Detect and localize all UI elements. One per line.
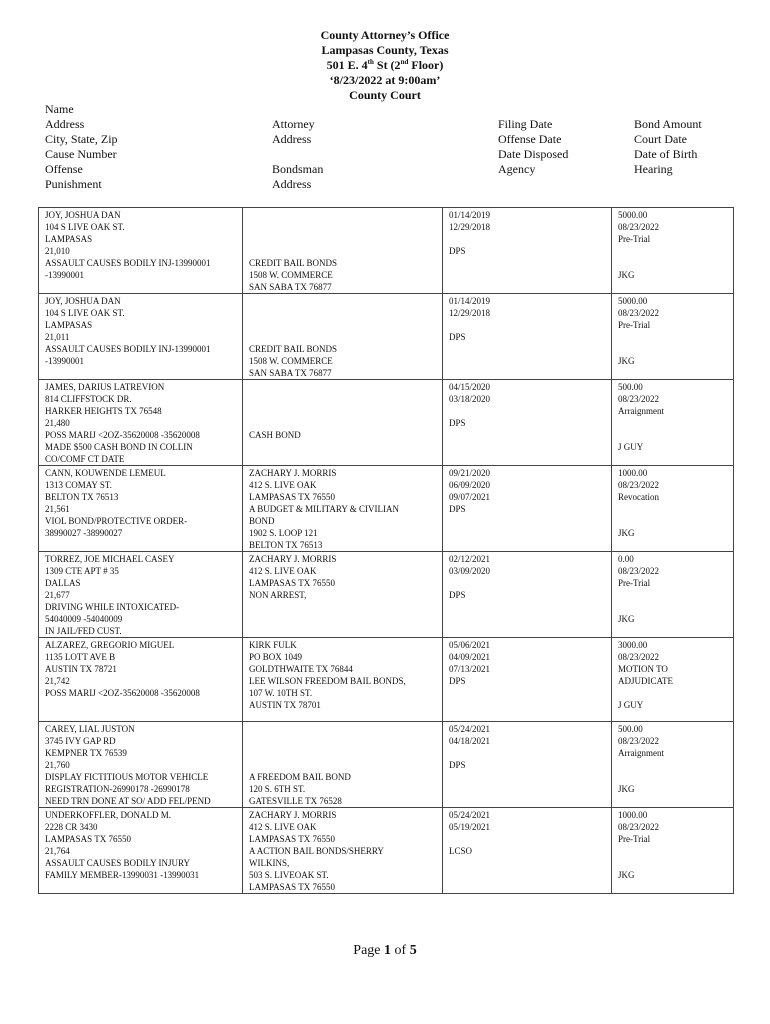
cell-line: MADE $500 CASH BOND IN COLLIN	[45, 442, 193, 452]
cell-line: IN JAIL/FED CUST.	[45, 626, 122, 636]
defendant-cell	[39, 722, 243, 808]
cell-line	[449, 747, 606, 759]
county-name: Lampasas County, Texas	[321, 43, 449, 57]
cell-line: DPS	[449, 246, 466, 256]
cell-line: Pre-Trial	[618, 578, 651, 588]
cell-line: ZACHARY J. MORRIS	[249, 810, 337, 820]
cell-line: 03/18/2020	[449, 394, 491, 404]
cell-line	[249, 307, 437, 319]
cell-line: 21,764	[45, 846, 70, 856]
cell-line: ALZAREZ, GREGORIO MIGUEL	[45, 640, 175, 650]
cell-line: 21,561	[45, 504, 70, 514]
cell-line	[249, 393, 437, 405]
office-address: 501 E. 4th St (2nd Floor)	[326, 58, 444, 72]
cell-line: 12/29/2018	[449, 308, 491, 318]
attorney-bondsman-cell	[243, 638, 443, 722]
cell-line: UNDERKOFFLER, DONALD M.	[45, 810, 172, 820]
cell-line: HARKER HEIGHTS TX 76548	[45, 406, 162, 416]
cell-line	[449, 319, 606, 331]
cell-line: CREDIT BAIL BONDS	[249, 258, 338, 268]
cell-line	[249, 319, 437, 331]
cell-line: 08/23/2022	[618, 652, 660, 662]
cell-line: 09/07/2021	[449, 492, 491, 502]
cell-line: 1508 W. COMMERCE	[249, 270, 333, 280]
cell-line: ZACHARY J. MORRIS	[249, 554, 337, 564]
cell-line: 05/19/2021	[449, 822, 491, 832]
cell-line: DPS	[449, 676, 466, 686]
defendant-cell	[39, 294, 243, 380]
cell-line: VIOL BOND/PROTECTIVE ORDER-	[45, 516, 188, 526]
cell-line	[449, 577, 606, 589]
cell-line	[249, 759, 437, 771]
attorney-bondsman-cell	[243, 380, 443, 466]
cell-line: DPS	[449, 504, 466, 514]
cell-line: DISPLAY FICTITIOUS MOTOR VEHICLE	[45, 772, 209, 782]
table-row	[39, 808, 734, 894]
cell-line: A ACTION BAIL BONDS/SHERRY	[249, 846, 384, 856]
cell-line: 38990027 -38990027	[45, 528, 123, 538]
cell-line: A BUDGET & MILITARY & CIVILIAN	[249, 504, 400, 514]
cell-line: 21,760	[45, 760, 70, 770]
cell-line: DRIVING WHILE INTOXICATED-	[45, 602, 180, 612]
cell-line	[618, 429, 728, 441]
cell-line: BELTON TX 76513	[45, 492, 119, 502]
cell-line	[249, 233, 437, 245]
cell-line: 08/23/2022	[618, 566, 660, 576]
cell-line: 08/23/2022	[618, 222, 660, 232]
bond-hearing-cell	[612, 638, 734, 722]
cell-line	[249, 405, 437, 417]
defendant-cell	[39, 552, 243, 638]
cell-line: 21,010	[45, 246, 70, 256]
dates-agency-cell	[443, 638, 612, 722]
court-name: County Court	[349, 88, 421, 102]
cell-line: DPS	[449, 332, 466, 342]
cell-line: MOTION TO	[618, 664, 668, 674]
cell-line: 08/23/2022	[618, 822, 660, 832]
cell-line: TORREZ, JOE MICHAEL CASEY	[45, 554, 175, 564]
cell-line: ZACHARY J. MORRIS	[249, 468, 337, 478]
cell-line: 2228 CR 3430	[45, 822, 98, 832]
bond-hearing-cell	[612, 722, 734, 808]
cell-line: 1000.00	[618, 468, 648, 478]
cell-line: 412 S. LIVE OAK	[249, 566, 317, 576]
cell-line: A FREEDOM BAIL BOND	[249, 772, 351, 782]
cell-line: 0.00	[618, 554, 634, 564]
dates-agency-cell	[443, 722, 612, 808]
cell-line: 3745 IVY GAP RD	[45, 736, 116, 746]
cell-line: ASSAULT CAUSES BODILY INJ-13990001	[45, 258, 211, 268]
cell-line: Revocation	[618, 492, 659, 502]
dates-agency-cell	[443, 208, 612, 294]
cell-line: J GUY	[618, 442, 644, 452]
cell-line: 01/14/2019	[449, 296, 491, 306]
defendant-cell	[39, 380, 243, 466]
cell-line: 05/24/2021	[449, 810, 491, 820]
cell-line: LAMPASAS	[45, 320, 93, 330]
bond-hearing-cell	[612, 552, 734, 638]
cell-line: LAMPASAS TX 76550	[249, 578, 336, 588]
cell-line: Pre-Trial	[618, 320, 651, 330]
column-header-attorney: Attorney Address Bondsman Address	[272, 117, 324, 191]
cell-line: JKG	[618, 614, 635, 624]
cell-line: 08/23/2022	[618, 308, 660, 318]
cell-line: WILKINS,	[249, 858, 290, 868]
table-row	[39, 552, 734, 638]
defendant-cell	[39, 466, 243, 552]
cell-line	[449, 833, 606, 845]
cell-line: DPS	[449, 418, 466, 428]
cell-line	[618, 589, 728, 601]
cell-line: Pre-Trial	[618, 834, 651, 844]
page-footer: Page 1 of 5	[353, 943, 417, 958]
cell-line: 04/15/2020	[449, 382, 491, 392]
cell-line: NON ARREST,	[249, 590, 307, 600]
cell-line: 503 S. LIVEOAK ST.	[249, 870, 329, 880]
table-row	[39, 380, 734, 466]
attorney-bondsman-cell	[243, 722, 443, 808]
cell-line: 54040009 -54040009	[45, 614, 123, 624]
attorney-bondsman-cell	[243, 552, 443, 638]
cell-line: 1313 COMAY ST.	[45, 480, 112, 490]
dates-agency-cell	[443, 466, 612, 552]
cell-line	[618, 759, 728, 771]
defendant-cell	[39, 208, 243, 294]
cell-line: -13990001	[45, 356, 84, 366]
cell-line	[249, 735, 437, 747]
cell-line: POSS MARIJ <2OZ-35620008 -35620008	[45, 688, 200, 698]
cell-line: LEE WILSON FREEDOM BAIL BONDS,	[249, 676, 406, 686]
cell-line: 104 S LIVE OAK ST.	[45, 222, 125, 232]
cell-line: 08/23/2022	[618, 394, 660, 404]
cell-line: JKG	[618, 784, 635, 794]
cell-line: AUSTIN TX 78721	[45, 664, 117, 674]
attorney-bondsman-cell	[243, 294, 443, 380]
cell-line: GOLDTHWAITE TX 76844	[249, 664, 353, 674]
cell-line: KIRK FULK	[249, 640, 297, 650]
cell-line: J GUY	[618, 700, 644, 710]
attorney-bondsman-cell	[243, 208, 443, 294]
cell-line: Pre-Trial	[618, 234, 651, 244]
docket-date: ‘8/23/2022 at 9:00am’	[329, 73, 441, 87]
cell-line: LCSO	[449, 846, 473, 856]
cell-line: POSS MARIJ <2OZ-35620008 -35620008	[45, 430, 200, 440]
cell-line: 1902 S. LOOP 121	[249, 528, 318, 538]
cell-line: 03/09/2020	[449, 566, 491, 576]
cell-line: 500.00	[618, 724, 643, 734]
cell-line: CREDIT BAIL BONDS	[249, 344, 338, 354]
bond-hearing-cell	[612, 208, 734, 294]
dates-agency-cell	[443, 294, 612, 380]
cell-line: 3000.00	[618, 640, 648, 650]
cell-line: 412 S. LIVE OAK	[249, 480, 317, 490]
cell-line: LAMPASAS TX 76550	[249, 882, 336, 892]
cell-line: 05/06/2021	[449, 640, 491, 650]
cell-line: 1309 CTE APT # 35	[45, 566, 119, 576]
cell-line: 1135 LOTT AVE B	[45, 652, 116, 662]
cell-line: KEMPNER TX 76539	[45, 748, 127, 758]
defendant-cell	[39, 638, 243, 722]
cell-line	[249, 209, 437, 221]
cell-line	[618, 417, 728, 429]
cell-line	[618, 845, 728, 857]
cell-line: 06/09/2020	[449, 480, 491, 490]
cell-line: JKG	[618, 528, 635, 538]
cell-line: SAN SABA TX 76877	[249, 282, 332, 292]
attorney-bondsman-cell	[243, 466, 443, 552]
cell-line: 21,742	[45, 676, 70, 686]
cell-line: 05/24/2021	[449, 724, 491, 734]
bond-hearing-cell	[612, 466, 734, 552]
cell-line	[618, 771, 728, 783]
docket-table	[38, 207, 734, 894]
cell-line	[249, 417, 437, 429]
table-row	[39, 208, 734, 294]
cell-line: 01/14/2019	[449, 210, 491, 220]
cell-line	[249, 723, 437, 735]
cell-line: 5000.00	[618, 296, 648, 306]
cell-line: GATESVILLE TX 76528	[249, 796, 342, 806]
cell-line	[618, 515, 728, 527]
cell-line: DALLAS	[45, 578, 81, 588]
cell-line: REGISTRATION-26990178 -26990178	[45, 784, 190, 794]
dates-agency-cell	[443, 552, 612, 638]
cell-line: Arraignment	[618, 748, 664, 758]
cell-line: DPS	[449, 590, 466, 600]
cell-line	[249, 747, 437, 759]
cell-line: ASSAULT CAUSES BODILY INJURY	[45, 858, 191, 868]
cell-line: 120 S. 6TH ST.	[249, 784, 306, 794]
document-header	[0, 28, 770, 103]
cell-line	[249, 295, 437, 307]
cell-line	[618, 857, 728, 869]
cell-line	[618, 503, 728, 515]
cell-line: 07/13/2021	[449, 664, 491, 674]
cell-line	[618, 331, 728, 343]
cell-line: LAMPASAS TX 76550	[45, 834, 132, 844]
cell-line: 814 CLIFFSTOCK DR.	[45, 394, 132, 404]
cell-line: JOY, JOSHUA DAN	[45, 210, 121, 220]
office-title: County Attorney’s Office	[320, 28, 450, 42]
cell-line	[618, 245, 728, 257]
column-header-dates: Filing Date Offense Date Date Disposed Agency	[498, 117, 569, 176]
cell-line: 1000.00	[618, 810, 648, 820]
cell-line	[249, 221, 437, 233]
cell-line: CO/COMF CT DATE	[45, 454, 125, 464]
cell-line: BOND	[249, 516, 275, 526]
cell-line: 21,677	[45, 590, 70, 600]
cell-line	[618, 343, 728, 355]
cell-line: 1508 W. COMMERCE	[249, 356, 333, 366]
cell-line: ADJUDICATE	[618, 676, 673, 686]
cell-line	[249, 381, 437, 393]
column-header-defendant: Name Address City, State, Zip Cause Number Offense Punishment	[45, 102, 118, 191]
cell-line: 04/09/2021	[449, 652, 491, 662]
table-row	[39, 294, 734, 380]
bond-hearing-cell	[612, 380, 734, 466]
cell-line: 5000.00	[618, 210, 648, 220]
cell-line: SAN SABA TX 76877	[249, 368, 332, 378]
cell-line: -13990001	[45, 270, 84, 280]
cell-line: 412 S. LIVE OAK	[249, 822, 317, 832]
cell-line: JKG	[618, 356, 635, 366]
cell-line: CANN, KOUWENDE LEMEUL	[45, 468, 166, 478]
table-row	[39, 722, 734, 808]
cell-line: DPS	[449, 760, 466, 770]
cell-line: 21,011	[45, 332, 70, 342]
cell-line	[618, 257, 728, 269]
column-header-bond: Bond Amount Court Date Date of Birth Hearing	[634, 117, 702, 176]
cell-line: 08/23/2022	[618, 736, 660, 746]
defendant-cell	[39, 808, 243, 894]
cell-line: 04/18/2021	[449, 736, 491, 746]
cell-line: JKG	[618, 270, 635, 280]
cell-line: LAMPASAS TX 76550	[249, 834, 336, 844]
cell-line: 21,480	[45, 418, 70, 428]
attorney-bondsman-cell	[243, 808, 443, 894]
dates-agency-cell	[443, 380, 612, 466]
cell-line: PO BOX 1049	[249, 652, 303, 662]
docket-table-body	[39, 208, 734, 894]
cell-line	[449, 233, 606, 245]
cell-line: 107 W. 10TH ST.	[249, 688, 313, 698]
cell-line: 08/23/2022	[618, 480, 660, 490]
cell-line	[249, 331, 437, 343]
cell-line: ASSAULT CAUSES BODILY INJ-13990001	[45, 344, 211, 354]
cell-line: JKG	[618, 870, 635, 880]
cell-line: 12/29/2018	[449, 222, 491, 232]
cell-line	[249, 245, 437, 257]
cell-line: CAREY, LIAL JUSTON	[45, 724, 135, 734]
cell-line	[618, 687, 728, 699]
bond-hearing-cell	[612, 294, 734, 380]
cell-line: 104 S LIVE OAK ST.	[45, 308, 125, 318]
cell-line: FAMILY MEMBER-13990031 -13990031	[45, 870, 200, 880]
cell-line: BELTON TX 76513	[249, 540, 323, 550]
table-row	[39, 466, 734, 552]
cell-line: NEED TRN DONE AT SO/ ADD FEL/PEND	[45, 796, 211, 806]
cell-line: LAMPASAS TX 76550	[249, 492, 336, 502]
cell-line: JOY, JOSHUA DAN	[45, 296, 121, 306]
cell-line: Arraignment	[618, 406, 664, 416]
bond-hearing-cell	[612, 808, 734, 894]
cell-line: CASH BOND	[249, 430, 301, 440]
cell-line: 09/21/2020	[449, 468, 491, 478]
dates-agency-cell	[443, 808, 612, 894]
cell-line: 02/12/2021	[449, 554, 491, 564]
cell-line: 500.00	[618, 382, 643, 392]
cell-line: LAMPASAS	[45, 234, 93, 244]
cell-line	[618, 601, 728, 613]
cell-line: JAMES, DARIUS LATREVION	[45, 382, 165, 392]
cell-line	[449, 405, 606, 417]
table-row	[39, 638, 734, 722]
cell-line: AUSTIN TX 78701	[249, 700, 321, 710]
